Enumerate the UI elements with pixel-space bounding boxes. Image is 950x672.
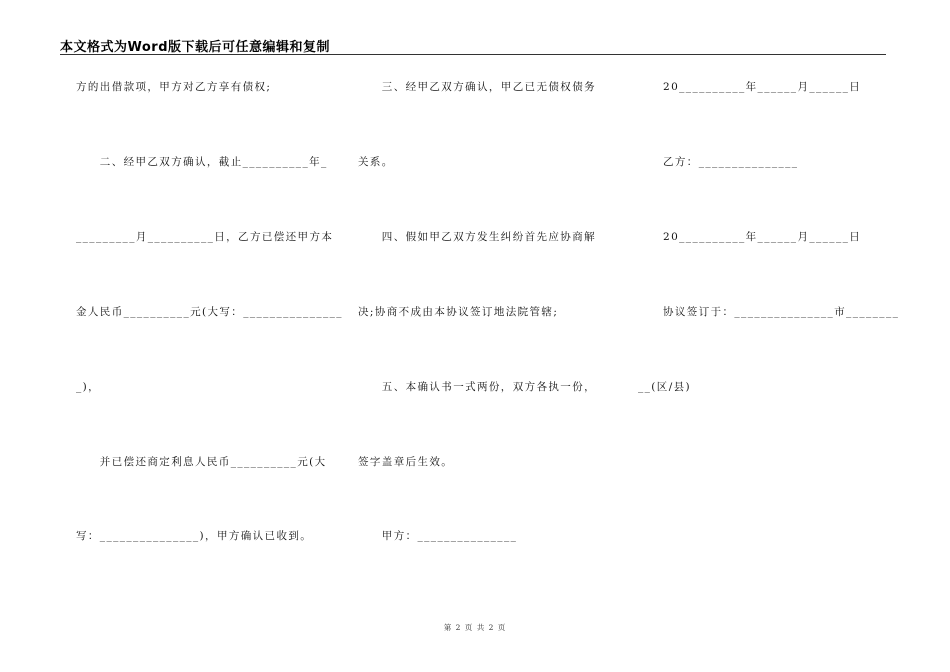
signature-line: 乙方：_______________: [663, 156, 799, 168]
text-line: _)，: [76, 381, 101, 393]
text-line: 并已偿还商定利息人民币__________元(大: [76, 456, 327, 468]
text-line: 决;协商不成由本协议签订地法院管辖;: [358, 306, 559, 318]
text-line: 关系。: [358, 156, 394, 168]
location-line: 协议签订于：_______________市________: [663, 306, 900, 318]
text-line: 四、假如甲乙双方发生纠纷首先应协商解: [358, 231, 596, 243]
page-header: [60, 34, 886, 55]
text-line: 写：_______________)，甲方确认已收到。: [76, 530, 313, 542]
text-line: 三、经甲乙双方确认，甲乙已无债权债务: [358, 81, 596, 93]
text-line: 五、本确认书一式两份，双方各执一份，: [358, 381, 596, 393]
page-number: 第 2 页 共 2 页: [443, 623, 507, 632]
header-title: 本文格式为Word版下载后可任意编辑和复制: [60, 40, 331, 55]
date-line: 20__________年______月______日: [663, 231, 862, 243]
text-line: 二、经甲乙双方确认，截止__________年_: [76, 156, 328, 168]
text-line: 甲方：_______________: [358, 530, 518, 542]
text-line: _________月__________日，乙方已偿还甲方本: [76, 231, 334, 243]
text-line: 签字盖章后生效。: [358, 456, 454, 468]
date-line: 20__________年______月______日: [663, 81, 862, 93]
text-line: 方的出借款项，甲方对乙方享有债权;: [76, 81, 272, 93]
location-line: __(区/县): [638, 381, 692, 393]
text-line: 金人民币__________元(大写：_______________: [76, 306, 343, 318]
